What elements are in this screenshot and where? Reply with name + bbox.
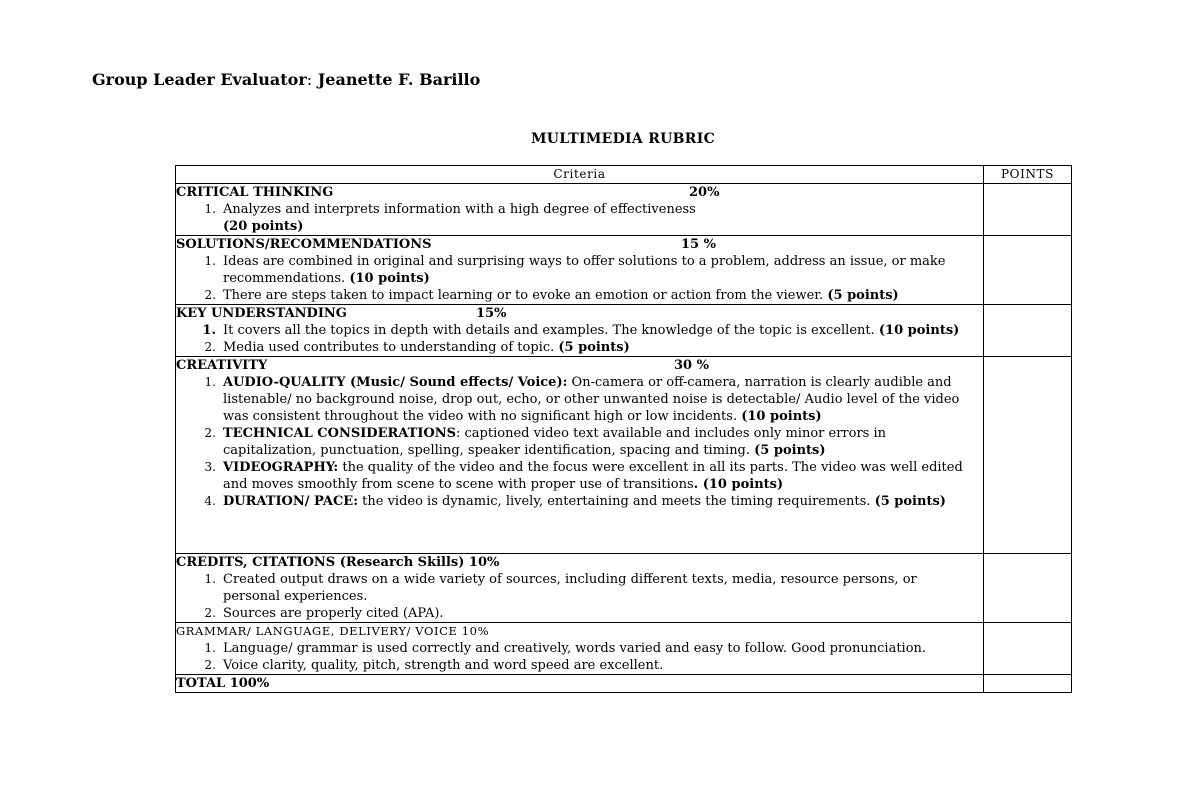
list-item: 2. Media used contributes to understanding of topic. (5 points) [204, 340, 630, 355]
evaluator-label: Group Leader Evaluator [92, 70, 307, 89]
points-cell[interactable] [984, 554, 1072, 623]
section-credits [176, 554, 1072, 623]
criteria-cell [176, 184, 984, 236]
list-item: 1. It covers all the topics in depth with details and examples. The knowledge of the topic is excellent. (10 points) [202, 323, 960, 338]
points-cell[interactable] [984, 305, 1072, 357]
section-grammar [176, 623, 1072, 675]
page-title: MULTIMEDIA RUBRIC [530, 131, 716, 147]
points-cell[interactable] [984, 357, 1072, 554]
criteria-cell [176, 554, 984, 623]
evaluator-line [92, 70, 480, 89]
item-list [176, 322, 983, 356]
criteria-cell [176, 236, 984, 305]
list-item: 2. TECHNICAL CONSIDERATIONS: captioned video text available and includes only minor errors in capitalization, punctuation, spelling, speaker identification, spacing and timing. (5 points) [204, 426, 887, 458]
section-percent: 30 % [674, 358, 709, 373]
criteria-cell [176, 357, 984, 554]
points-cell[interactable] [984, 623, 1072, 675]
evaluator-colon: : [306, 70, 313, 89]
section-creativity [176, 357, 1072, 554]
section-heading: CREATIVITY [176, 358, 268, 373]
item-list [176, 571, 983, 622]
section-heading: GRAMMAR/ LANGUAGE, DELIVERY/ VOICE 10% [176, 624, 490, 638]
rubric-table [175, 165, 1072, 693]
section-critical-thinking [176, 184, 1072, 236]
section-heading: CRITICAL THINKING [176, 185, 334, 200]
item-list [176, 201, 983, 235]
list-item: 1. Ideas are combined in original and surprising ways to offer solutions to a problem, address an issue, or make recommendations. (10 points) [204, 254, 946, 286]
section-solutions [176, 236, 1072, 305]
criteria-cell [176, 623, 984, 675]
list-item: 2. Sources are properly cited (APA). [204, 606, 444, 621]
section-heading: KEY UNDERSTANDING [176, 306, 347, 321]
list-item: 1. Created output draws on a wide variety of sources, including different texts, media, resource persons, or personal experiences. [204, 572, 917, 604]
table-header-row [176, 166, 1072, 184]
total-label: TOTAL 100% [176, 675, 984, 693]
list-item: 4. DURATION/ PACE: the video is dynamic, lively, entertaining and meets the timing requirements. (5 points) [204, 494, 946, 509]
list-item: 1. Analyzes and interprets information with a high degree of effectiveness (20 points) [204, 202, 696, 234]
section-heading: SOLUTIONS/RECOMMENDATIONS [176, 237, 432, 252]
list-item: 1. Language/ grammar is used correctly and creatively, words varied and easy to follow. Good pronunciation. [204, 641, 927, 656]
points-cell[interactable] [984, 236, 1072, 305]
criteria-cell [176, 305, 984, 357]
item-list [176, 374, 983, 510]
points-cell[interactable] [984, 184, 1072, 236]
list-item: 3. VIDEOGRAPHY: the quality of the video and the focus were excellent in all its parts. The video was well edited and moves smoothly from scene to scene with proper use of transitions. (10 points) [204, 460, 963, 492]
list-item: 2. There are steps taken to impact learning or to evoke an emotion or action from the viewer. (5 points) [204, 288, 899, 303]
criteria-header: Criteria [176, 166, 984, 184]
item-list [176, 253, 983, 304]
section-percent: 10% [468, 555, 500, 570]
section-heading: CREDITS, CITATIONS (Research Skills) [176, 555, 465, 570]
section-percent: 15% [476, 306, 507, 321]
points-header: POINTS [984, 166, 1072, 184]
evaluator-name: Jeanette F. Barillo [317, 70, 481, 89]
total-points-cell[interactable] [984, 675, 1072, 693]
list-item: 2. Voice clarity, quality, pitch, strength and word speed are excellent. [204, 658, 664, 673]
item-list [176, 640, 983, 674]
section-percent: 20% [689, 185, 720, 200]
list-item: 1. AUDIO-QUALITY (Music/ Sound effects/ Voice): On-camera or off-camera, narration is clearly audible and listenable/ no background noise, drop out, echo, or other unwanted noise is detectable/ Audio level of the video was consistent throughout the video with no significant high or low incidents. (10 points) [204, 375, 960, 424]
section-key-understanding [176, 305, 1072, 357]
section-percent: 15 % [681, 237, 716, 252]
total-row [176, 675, 1072, 693]
